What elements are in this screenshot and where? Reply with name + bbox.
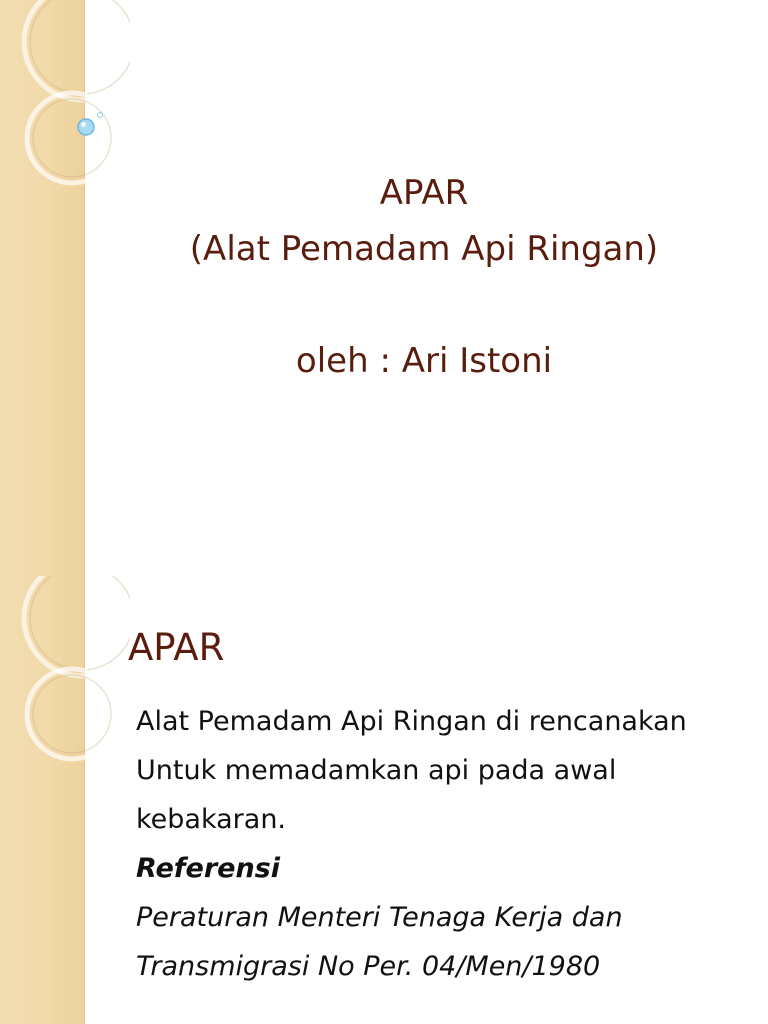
slide-body xyxy=(136,697,756,991)
body-line: Alat Pemadam Api Ringan di rencanakan xyxy=(136,706,687,737)
slide-title xyxy=(94,165,754,389)
title-line-2: (Alat Pemadam Api Ringan) xyxy=(189,229,659,269)
title-line-spacer xyxy=(94,277,754,333)
reference-line: Peraturan Menteri Tenaga Kerja dan xyxy=(136,902,623,933)
author-line: oleh : Ari Istoni xyxy=(295,341,553,381)
decorative-side-band xyxy=(0,0,85,576)
decorative-side-band xyxy=(0,576,85,1024)
reference-line: Transmigrasi No Per. 04/Men/1980 xyxy=(136,951,601,982)
slide-2 xyxy=(0,576,768,1024)
body-line: Untuk memadamkan api pada awal xyxy=(136,755,617,786)
bubble-icon xyxy=(78,113,103,136)
circle-decoration-icon xyxy=(0,576,130,796)
body-line: kebakaran. xyxy=(136,804,287,835)
slide-title: APAR xyxy=(128,626,225,669)
reference-heading: Referensi xyxy=(136,853,280,884)
title-line-1: APAR xyxy=(379,173,469,213)
